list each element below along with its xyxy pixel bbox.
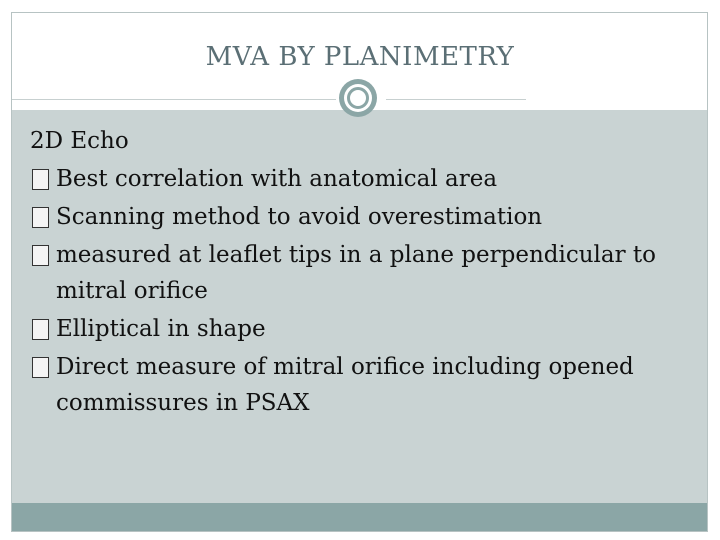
slide-title: MVA BY PLANIMETRY [205, 42, 515, 72]
bullet-text: Elliptical in shape [56, 316, 266, 342]
missing-glyph-box-icon [32, 245, 49, 266]
divider-line-left [12, 99, 336, 100]
bullet-item [30, 160, 690, 198]
footer-bar [12, 503, 707, 531]
divider-line-right [386, 99, 526, 100]
bullet-text: measured at leaflet tips in a plane perpendicular to [56, 242, 657, 268]
ring-ornament-inner [347, 87, 369, 109]
missing-glyph-box-icon [32, 319, 49, 340]
bullet-text: Direct measure of mitral orifice including opened [56, 354, 634, 380]
missing-glyph-box-icon [32, 207, 49, 228]
bullet-continuation: commissures in PSAX [56, 390, 310, 416]
missing-glyph-box-icon [32, 357, 49, 378]
subheading: 2D Echo [30, 128, 129, 154]
bullet-item [30, 348, 690, 422]
bullet-list [30, 160, 690, 422]
bullet-item [30, 198, 690, 236]
slide-body [30, 122, 690, 422]
missing-glyph-box-icon [32, 169, 49, 190]
bullet-text: Scanning method to avoid overestimation [56, 204, 543, 230]
bullet-text: Best correlation with anatomical area [56, 166, 498, 192]
bullet-item [30, 236, 690, 310]
bullet-item [30, 310, 690, 348]
bullet-continuation: mitral orifice [56, 278, 208, 304]
